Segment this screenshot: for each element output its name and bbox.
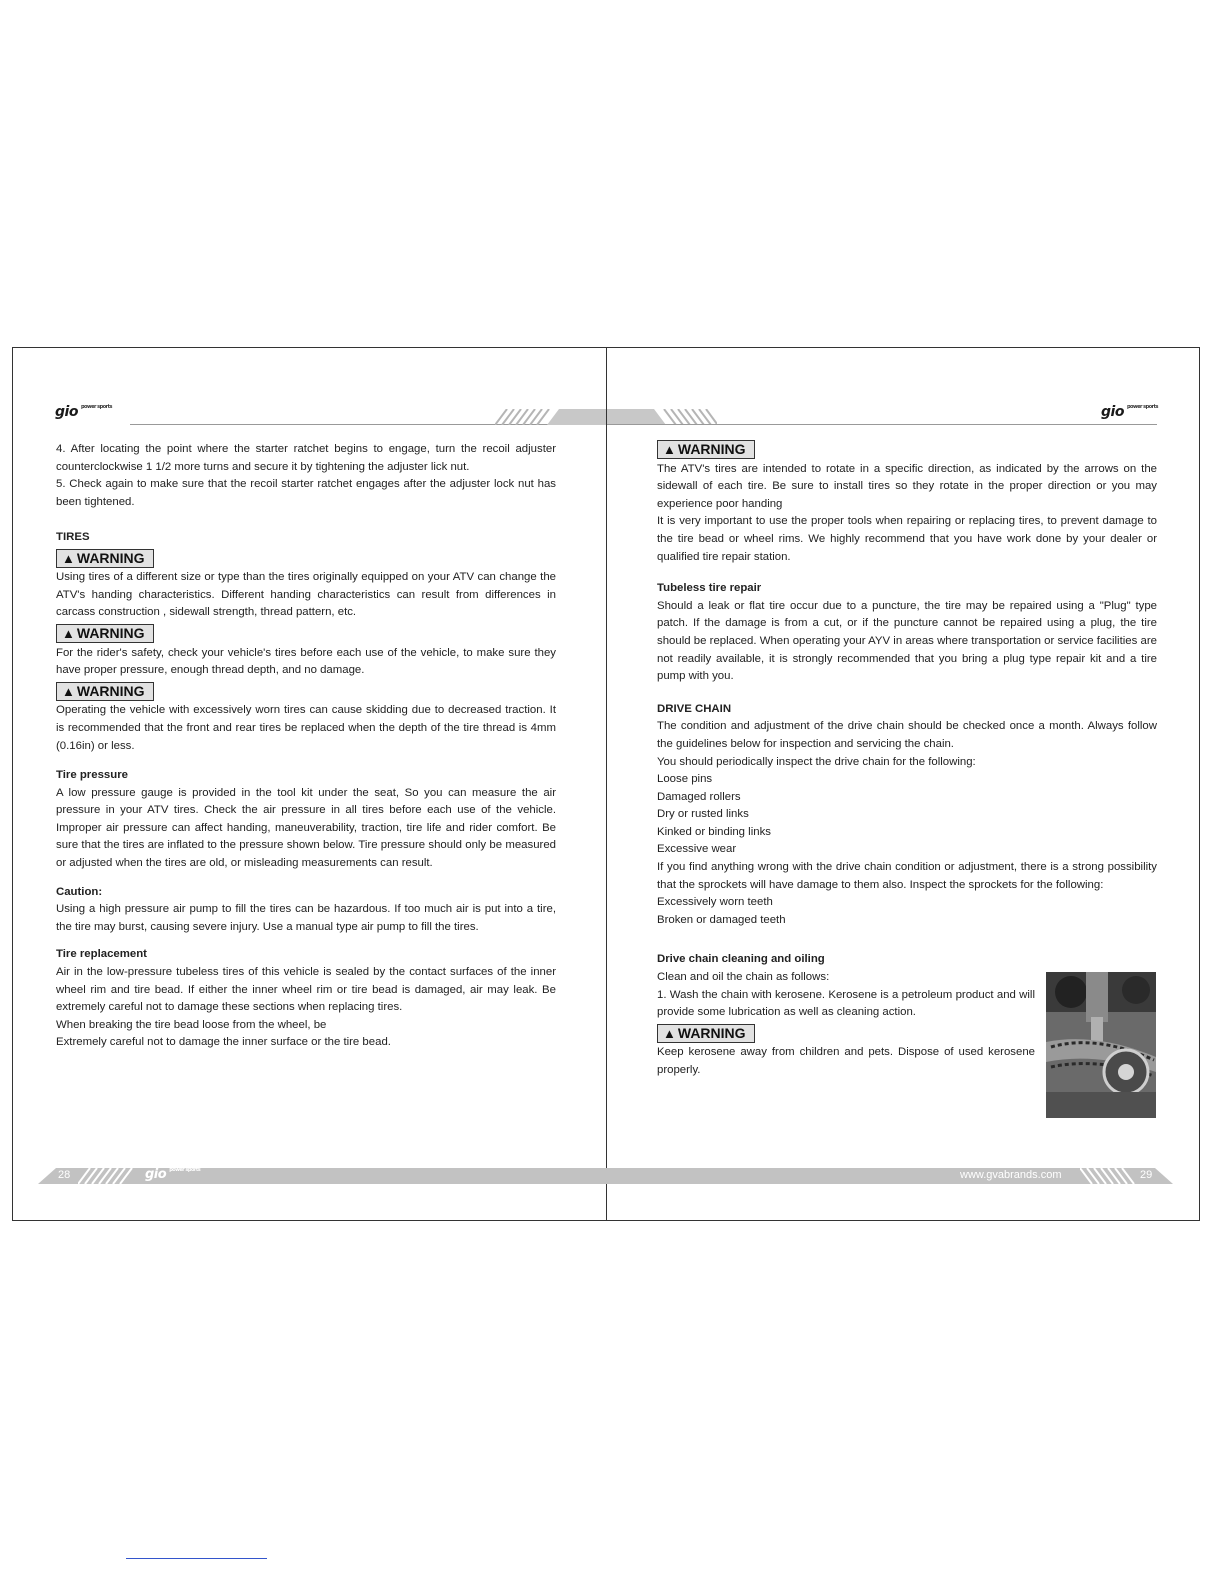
tire-pressure-text: A low pressure gauge is provided in the tool kit under the seat, So you can measure the air pressure in your ATV tires. Check the air pressure in all tires before each use of the vehicle. Improper air pressure can affect handing, maneuverability, traction, tire life and rider comfort. Be sure that the tires are inflated to the pressure shown below. Tire pressure should only be measured or adjusted when the tires are old, or misleading measurements can result. [56,786,556,870]
drive-chain-illustration [1046,972,1156,1118]
footer-logo: gio $^{power sports}$ [145,1167,201,1182]
recoil-step-4: 4. After locating the point where the starter ratchet begins to engage, turn the recoil adjuster counterclockwise 1 1/2 more turns and secure it by tightening the adjuster lick nut. [56,443,556,473]
tubeless-repair-text: Should a leak or flat tire occur due to a puncture, the tire may be repaired using a "Plug" type patch. If the damage is from a cut, or if the puncture cannot be repaired using a plug, the tire should be replaced. When operating your AYV in areas where transportation or service facilities are not readily available, it is strongly recommended that you bring a plug type repair kit and a tire pump with you. [657,599,1157,683]
warning-text: For the rider's safety, check your vehicle's tires before each use of the vehicle, to make sure they have proper pressure, enough thread depth, and no damage. [56,646,556,677]
header-rule-right [607,424,1157,425]
tire-pressure-heading: Tire pressure [56,769,128,782]
drive-chain-text: The condition and adjustment of the drive chain should be checked once a month. Always follow the guidelines below for inspection and servicing the chain. [657,720,1157,750]
warning-triangle-icon: ▲ [663,442,676,457]
list-item: Excessively worn teeth [657,896,773,909]
website-url: www.gvabrands.com [960,1169,1062,1181]
drive-chain-heading: DRIVE CHAIN [657,702,732,715]
footer-stripes-right [1080,1168,1140,1184]
caution-text: Using a high pressure air pump to fill the tires can be hazardous. If too much air is put into a tire, the tire may burst, causing severe injury. Use a manual type air pump to fill the tires. [56,903,556,933]
chain-cleaning-text: Clean and oil the chain as follows: [657,971,830,984]
header-stripes-right [607,409,717,425]
warning-text: Using tires of a different size or type than the tires originally equipped on your ATV can change the ATV's handing characteristics. Different handing characteristics can result from differences in carcass construction , sidewall strength, thread pattern, etc. [56,571,556,619]
list-item: Excessive wear [657,843,737,856]
tubeless-repair-heading: Tubeless tire repair [657,582,762,595]
tire-replacement-line: When breaking the tire bead loose from the wheel, be [56,1018,327,1031]
warning-text: The ATV's tires are intended to rotate in a specific direction, as indicated by the arrows on the sidewall of each tire. Be sure to install tires so they rotate in the proper direction or you may experience poor handing [657,462,1157,510]
warning-badge: ▲ WARNING [657,440,755,459]
caution-heading: Caution: [56,885,103,898]
page-number-right: 29 [1140,1169,1153,1181]
chain-cleaning-heading: Drive chain cleaning and oiling [657,953,825,966]
warning-text: Operating the vehicle with excessively worn tires can cause skidding due to decreased traction. It is recommended that the front and rear tires be replaced when the depth of the tire thread is 4mm (0.16in) or less. [56,704,556,752]
list-item: Loose pins [657,773,713,786]
warning-badge: ▲ WARNING [56,624,154,643]
recoil-step-5: 5. Check again to make sure that the recoil starter ratchet engages after the adjuster lock nut has been tightened. [56,478,556,508]
warning-triangle-icon: ▲ [663,1025,676,1041]
chain-cleaning-block [657,951,1035,1079]
drive-chain-text: You should periodically inspect the drive chain for the following: [657,755,976,768]
warning-text: It is very important to use the proper tools when repairing or replacing tires, to prevent damage to the tire bead or wheel rims. We highly recommend that you have work done by your dealer or qualified tire repair station. [657,515,1157,563]
warning-triangle-icon: ▲ [62,683,75,699]
list-item: Broken or damaged teeth [657,913,786,926]
brand-logo-right: gio $^{power sports}$ [1101,404,1159,420]
warning-badge: ▲ WARNING [56,682,154,701]
warning-badge: ▲ WARNING [56,549,154,568]
footer-stripes-left [78,1168,148,1184]
page-number-left: 28 [58,1169,71,1181]
blue-rule [126,1558,267,1559]
list-item: Dry or rusted links [657,808,749,821]
drive-chain-text: If you find anything wrong with the drive chain condition or adjustment, there is a strong possibility that the sprockets will have damage to them also. Inspect the sprockets for the following: [657,861,1157,891]
list-item: Damaged rollers [657,790,741,803]
warning-text: Keep kerosene away from children and pets. Dispose of used kerosene properly. [657,1046,1035,1076]
page-divider [606,347,607,1221]
warning-triangle-icon: ▲ [62,625,75,641]
warning-triangle-icon: ▲ [62,550,75,566]
list-item: Kinked or binding links [657,825,771,838]
warning-badge: ▲ WARNING [657,1024,755,1043]
tire-replacement-line: Extremely careful not to damage the inner surface or the tire bead. [56,1036,391,1049]
drive-chain-photo [1046,972,1156,1118]
tire-replacement-heading: Tire replacement [56,948,147,961]
tires-heading: TIRES [56,530,90,543]
header-stripes-left [495,409,606,425]
chain-cleaning-step: 1. Wash the chain with kerosene. Kerosene is a petroleum product and will provide some lubrication as well as cleaning action. [657,988,1035,1019]
left-page-content [56,441,556,1052]
brand-logo-left: gio $^{power sports}$ [55,404,113,420]
tire-replacement-text: Air in the low-pressure tubeless tires of this vehicle is sealed by the contact surfaces of the inner wheel rim and tire bead. If either the inner wheel rim or tire bead is damaged, air may leak. Be extremely careful not to damage these sections when replacing tires. [56,966,556,1014]
